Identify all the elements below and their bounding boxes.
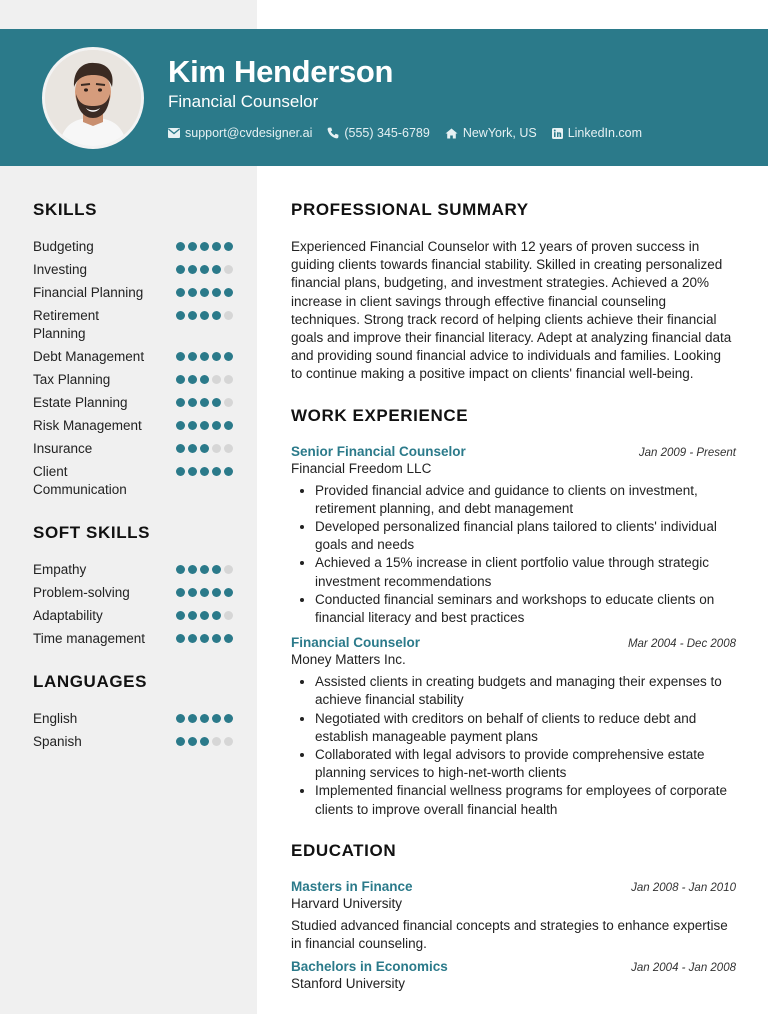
skill-row	[33, 607, 233, 625]
rating-dot-filled	[212, 352, 221, 361]
summary-heading: PROFESSIONAL SUMMARY	[291, 200, 529, 219]
languages-heading: LANGUAGES	[33, 672, 148, 691]
skill-row	[33, 417, 233, 435]
rating-dot-empty	[212, 375, 221, 384]
rating-dot-filled	[176, 737, 185, 746]
job-bullets	[291, 673, 736, 819]
job-role: Financial Counselor	[291, 635, 421, 651]
skill-name: Debt Management	[33, 349, 145, 364]
rating-dot-filled	[200, 444, 209, 453]
job-entry	[291, 635, 736, 819]
skill-rating	[173, 417, 233, 430]
rating-dot-filled	[224, 714, 233, 723]
skill-rating	[173, 733, 233, 746]
avatar	[42, 47, 144, 149]
rating-dot-filled	[176, 634, 185, 643]
rating-dot-filled	[200, 398, 209, 407]
rating-dot-filled	[212, 265, 221, 274]
skill-row	[33, 371, 233, 389]
education-dates: Jan 2004 - Jan 2008	[631, 962, 736, 975]
job-bullet: • Negotiated with creditors on behalf of clients to reduce debt and establish manageable payment plans	[315, 710, 736, 746]
envelope-icon	[168, 128, 180, 138]
rating-dot-filled	[200, 311, 209, 320]
skill-name: Estate Planning	[33, 395, 128, 410]
skill-name: Empathy	[33, 562, 87, 577]
skill-rating	[173, 238, 233, 251]
experience-section	[291, 406, 736, 819]
skill-row	[33, 463, 233, 499]
skill-row	[33, 733, 233, 751]
rating-dot-filled	[212, 242, 221, 251]
rating-dot-filled	[176, 398, 185, 407]
contact-linkedin-text: LinkedIn.com	[567, 126, 643, 140]
main-content	[291, 200, 736, 1015]
rating-dot-filled	[224, 588, 233, 597]
education-degree: Masters in Finance	[291, 878, 413, 894]
job-bullet: • Implemented financial wellness programs for employees of corporate clients to improve overall financial health	[315, 782, 736, 818]
skill-row	[33, 348, 233, 366]
rating-dot-filled	[200, 467, 209, 476]
rating-dot-empty	[224, 737, 233, 746]
rating-dot-filled	[224, 288, 233, 297]
contact-email-text: support@cvdesigner.ai	[185, 126, 313, 140]
skill-rating	[173, 348, 233, 361]
skill-name: Adaptability	[33, 608, 103, 623]
rating-dot-filled	[212, 588, 221, 597]
rating-dot-empty	[212, 444, 221, 453]
candidate-name: Kim Henderson	[168, 54, 394, 89]
rating-dot-filled	[188, 737, 197, 746]
rating-dot-filled	[224, 634, 233, 643]
skill-name: Time management	[33, 631, 146, 646]
languages-list	[33, 710, 233, 751]
education-degree: Bachelors in Economics	[291, 959, 448, 975]
education-description: Studied advanced financial concepts and strategies to enhance expertise in financial counseling.	[291, 917, 728, 952]
rating-dot-filled	[176, 375, 185, 384]
skill-name: Investing	[33, 262, 88, 277]
job-bullet: • Assisted clients in creating budgets and managing their expenses to achieve financial stability	[315, 673, 736, 709]
rating-dot-filled	[188, 611, 197, 620]
job-bullet: • Achieved a 15% increase in client portfolio value through strategic investment recommendations	[315, 554, 736, 590]
skill-row	[33, 261, 233, 279]
skill-row	[33, 284, 233, 302]
skill-rating	[173, 261, 233, 274]
skill-rating	[173, 394, 233, 407]
rating-dot-filled	[188, 375, 197, 384]
rating-dot-empty	[212, 737, 221, 746]
skills-list	[33, 238, 233, 499]
rating-dot-filled	[176, 265, 185, 274]
education-header	[291, 959, 736, 974]
rating-dot-filled	[200, 375, 209, 384]
skill-row	[33, 584, 233, 602]
rating-dot-filled	[200, 634, 209, 643]
experience-heading: WORK EXPERIENCE	[291, 405, 469, 425]
skill-rating	[173, 371, 233, 384]
rating-dot-filled	[200, 265, 209, 274]
rating-dot-filled	[188, 398, 197, 407]
sidebar	[33, 200, 233, 775]
job-bullet: • Collaborated with legal advisors to provide comprehensive estate planning services to high-net-worth clients	[315, 746, 736, 782]
education-school: Stanford University	[291, 976, 406, 992]
rating-dot-filled	[212, 398, 221, 407]
skill-name: Tax Planning	[33, 372, 111, 387]
education-school: Harvard University	[291, 895, 403, 911]
rating-dot-filled	[188, 288, 197, 297]
job-header	[291, 635, 736, 650]
skill-rating	[173, 440, 233, 453]
rating-dot-filled	[212, 634, 221, 643]
rating-dot-filled	[188, 352, 197, 361]
rating-dot-filled	[188, 714, 197, 723]
skill-rating	[173, 561, 233, 574]
soft-skills-section	[33, 523, 233, 648]
rating-dot-filled	[176, 288, 185, 297]
education-dates: Jan 2008 - Jan 2010	[631, 881, 736, 894]
rating-dot-filled	[176, 714, 185, 723]
rating-dot-filled	[176, 421, 185, 430]
skill-row	[33, 561, 233, 579]
skill-row	[33, 394, 233, 412]
job-dates: Mar 2004 - Dec 2008	[627, 638, 736, 651]
rating-dot-filled	[200, 242, 209, 251]
education-list	[291, 879, 736, 993]
rating-dot-filled	[212, 467, 221, 476]
education-header	[291, 879, 736, 894]
contact-email[interactable]	[168, 126, 312, 140]
rating-dot-empty	[224, 444, 233, 453]
job-entry	[291, 444, 736, 628]
education-heading: EDUCATION	[291, 840, 397, 860]
summary-text: Experienced Financial Counselor with 12 years of proven success in guiding clients towards financial stability. Skilled in creating personalized financial plans, budgeting, and investment strategies. Achieved a 20% increase in client savings through effective financial counseling techniques. Strong track record of helping clients achieve their financial goals and improve their financial literacy. Adept at analyzing financial data and providing sound financial advice to individuals and families. Looking to continue making a positive impact on clients' financial well-being.	[291, 239, 732, 382]
soft-skills-list	[33, 561, 233, 648]
rating-dot-filled	[200, 565, 209, 574]
contact-phone-text: (555) 345-6789	[344, 126, 430, 140]
skill-name: Insurance	[33, 441, 93, 456]
rating-dot-filled	[200, 588, 209, 597]
rating-dot-filled	[200, 288, 209, 297]
rating-dot-filled	[212, 311, 221, 320]
rating-dot-empty	[224, 311, 233, 320]
job-bullet: • Conducted financial seminars and workshops to educate clients on financial literacy and best practices	[315, 591, 736, 627]
rating-dot-filled	[176, 588, 185, 597]
rating-dot-filled	[188, 265, 197, 274]
rating-dot-filled	[188, 242, 197, 251]
skill-rating	[173, 284, 233, 297]
skill-rating	[173, 584, 233, 597]
rating-dot-filled	[188, 565, 197, 574]
skill-row	[33, 440, 233, 458]
education-entry	[291, 879, 736, 953]
job-bullet: • Provided financial advice and guidance to clients on investment, retirement planning, and debt management	[315, 482, 736, 518]
job-company: Financial Freedom LLC	[291, 460, 432, 476]
rating-dot-filled	[224, 242, 233, 251]
rating-dot-filled	[224, 421, 233, 430]
job-dates: Jan 2009 - Present	[638, 446, 736, 459]
rating-dot-empty	[224, 375, 233, 384]
rating-dot-filled	[224, 352, 233, 361]
contact-location-text: NewYork, US	[462, 126, 537, 140]
rating-dot-filled	[212, 565, 221, 574]
rating-dot-filled	[176, 352, 185, 361]
rating-dot-filled	[224, 467, 233, 476]
skill-rating	[173, 307, 233, 320]
job-header	[291, 444, 736, 459]
linkedin-icon	[552, 128, 563, 139]
skills-heading: SKILLS	[33, 200, 98, 219]
rating-dot-filled	[200, 611, 209, 620]
skill-rating	[173, 630, 233, 643]
rating-dot-filled	[188, 421, 197, 430]
job-role: Senior Financial Counselor	[291, 443, 466, 459]
skill-name: Financial Planning	[33, 285, 144, 300]
rating-dot-filled	[176, 467, 185, 476]
education-section	[291, 841, 736, 993]
phone-icon	[327, 127, 339, 139]
skills-section	[33, 200, 233, 499]
summary-section	[291, 200, 736, 384]
rating-dot-filled	[188, 588, 197, 597]
rating-dot-filled	[200, 421, 209, 430]
rating-dot-empty	[224, 265, 233, 274]
rating-dot-filled	[212, 611, 221, 620]
contact-phone[interactable]	[327, 126, 429, 140]
job-list	[291, 444, 736, 819]
skill-row	[33, 238, 233, 256]
skill-rating	[173, 710, 233, 723]
resume-header	[0, 29, 768, 166]
job-bullet: • Developed personalized financial plans tailored to clients' individual goals and needs	[315, 518, 736, 554]
rating-dot-filled	[188, 467, 197, 476]
rating-dot-filled	[212, 714, 221, 723]
soft-skills-heading: SOFT SKILLS	[33, 523, 151, 542]
rating-dot-filled	[200, 352, 209, 361]
rating-dot-filled	[188, 444, 197, 453]
skill-rating	[173, 463, 233, 476]
contact-linkedin[interactable]	[552, 126, 642, 140]
skill-name: Problem-solving	[33, 585, 130, 600]
job-bullets	[291, 482, 736, 628]
home-icon	[445, 128, 458, 139]
skill-row	[33, 630, 233, 648]
skill-name: Retirement Planning	[33, 308, 100, 341]
skill-name: Spanish	[33, 734, 82, 749]
skill-name: English	[33, 711, 78, 726]
rating-dot-filled	[212, 421, 221, 430]
rating-dot-filled	[176, 565, 185, 574]
rating-dot-filled	[200, 737, 209, 746]
rating-dot-empty	[224, 398, 233, 407]
contact-location	[445, 126, 537, 140]
education-entry	[291, 959, 736, 993]
profile-photo	[45, 50, 141, 146]
languages-section	[33, 672, 233, 751]
skill-row	[33, 307, 233, 343]
skill-name: Budgeting	[33, 239, 94, 254]
job-company: Money Matters Inc.	[291, 652, 406, 668]
rating-dot-filled	[212, 288, 221, 297]
rating-dot-filled	[200, 714, 209, 723]
skill-name: Risk Management	[33, 418, 142, 433]
rating-dot-filled	[176, 311, 185, 320]
rating-dot-filled	[176, 611, 185, 620]
rating-dot-filled	[188, 311, 197, 320]
rating-dot-empty	[224, 611, 233, 620]
candidate-title: Financial Counselor	[168, 92, 319, 111]
rating-dot-filled	[176, 444, 185, 453]
skill-row	[33, 710, 233, 728]
rating-dot-empty	[224, 565, 233, 574]
rating-dot-filled	[188, 634, 197, 643]
skill-rating	[173, 607, 233, 620]
skill-name: Client Communication	[33, 464, 127, 497]
contact-bar	[168, 125, 657, 141]
rating-dot-filled	[176, 242, 185, 251]
